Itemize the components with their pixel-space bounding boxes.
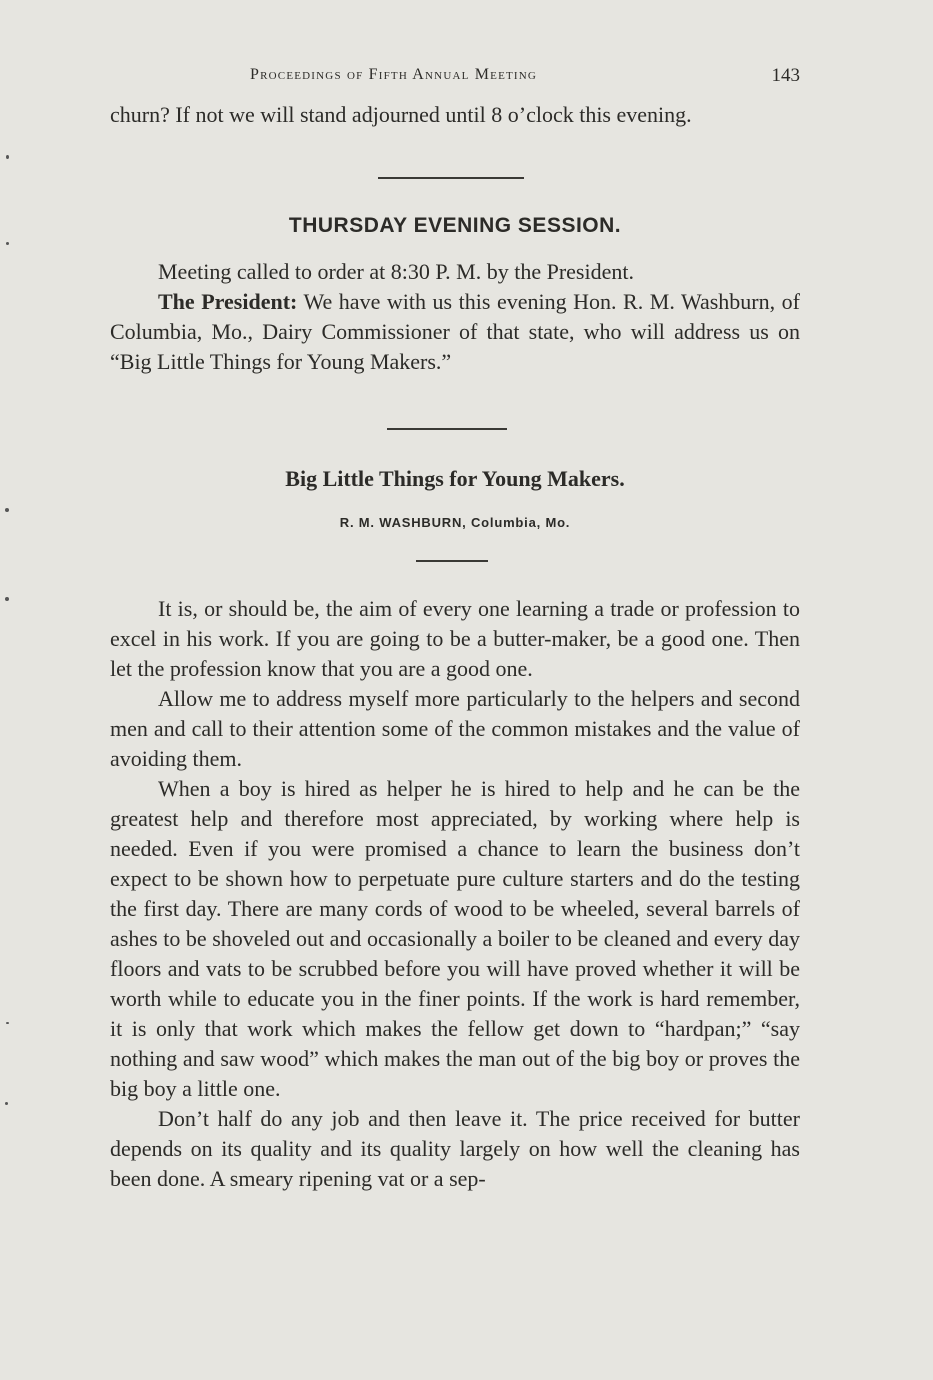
paper-speck	[6, 1022, 9, 1024]
byline-divider	[416, 560, 488, 562]
intro-paragraph: churn? If not we will stand adjourned until 8 o’clock this evening.	[110, 102, 692, 127]
article-divider	[387, 428, 507, 430]
article-paragraph: Allow me to address myself more particularly to the helpers and second men and call to their attention some of the common mistakes and the value of avoiding them.	[110, 686, 800, 771]
paper-speck	[6, 242, 9, 245]
paper-speck	[5, 597, 9, 601]
paper-speck	[5, 508, 9, 512]
intro-text-block	[110, 100, 800, 130]
session-text-block	[110, 257, 800, 377]
article-paragraph: Don’t half do any job and then leave it. The price received for butter depends on its quality and its quality largely on how well the cleaning has been done. A smeary ripening vat or a sep-	[110, 1106, 800, 1191]
session-heading: THURSDAY EVENING SESSION.	[288, 214, 622, 237]
section-divider	[378, 177, 524, 179]
running-head-title: Proceedings of Fifth Annual Meeting	[250, 66, 538, 83]
article-paragraph: When a boy is hired as helper he is hired to help and he can be the greatest help and therefore most appreciated, by working where help is needed. Even if you were promised a chance to learn the business don’t expect to be shown how to perpetuate pure culture starters and do the testing the first day. There are many cords of wood to be wheeled, several barrels of ashes to be shoveled out and occasionally a boiler to be cleaned and every day floors and vats to be scrubbed before you will have proved whether it will be worth while to educate you in the finer points. If the work is hard remember, it is only that work which makes the fellow get down to “hardpan;” “say nothing and saw wood” which makes the man out of the big boy or proves the big boy a little one.	[110, 776, 800, 1101]
paper-speck	[6, 155, 9, 159]
article-title: Big Little Things for Young Makers.	[285, 466, 625, 491]
speaker-label: The President:	[158, 289, 298, 314]
speaker-remarks: We have with us this evening Hon. R. M. Washburn, of Columbia, Mo., Dairy Commissioner of that state, who will address us on “Big Little Things for Young Makers.”	[110, 289, 800, 374]
article-byline: R. M. WASHBURN, Columbia, Mo.	[339, 515, 571, 530]
president-remarks-paragraph	[110, 287, 800, 377]
page-number: 143	[771, 65, 800, 86]
called-to-order-paragraph: Meeting called to order at 8:30 P. M. by the President.	[158, 259, 634, 284]
article-body	[110, 594, 800, 1194]
paper-speck	[5, 1102, 8, 1105]
article-paragraph: It is, or should be, the aim of every one learning a trade or profession to excel in his work. If you are going to be a butter-maker, be a good one. Then let the profession know that you are a good one.	[110, 596, 800, 681]
